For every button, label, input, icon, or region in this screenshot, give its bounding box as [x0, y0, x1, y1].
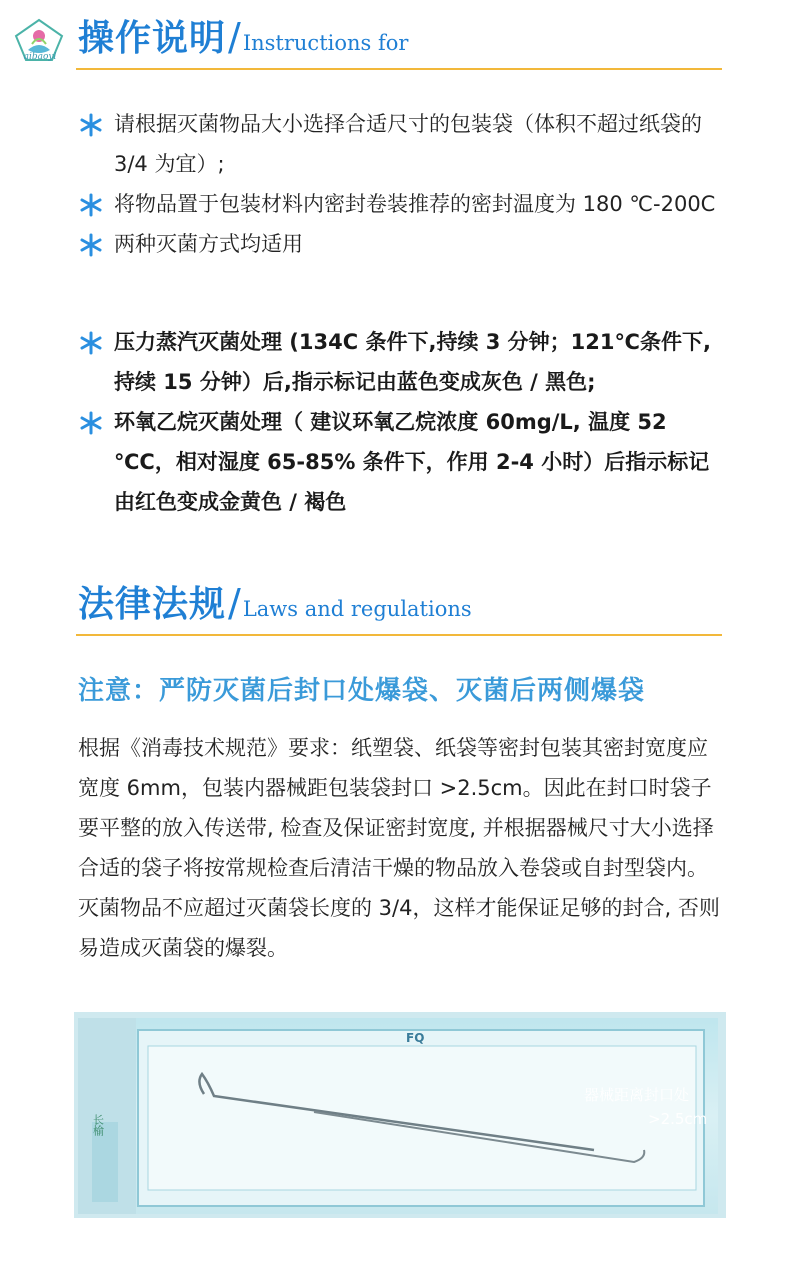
bullet-snowflake-icon	[78, 192, 104, 218]
section-divider	[76, 634, 722, 636]
title-slash: /	[228, 15, 241, 59]
sterilization-pouch-image	[74, 1012, 726, 1218]
sterilization-list	[78, 322, 728, 522]
sterilization-text: 环氧乙烷灭菌处理（ 建议环氧乙烷浓度 60mg/L, 温度 52 ℃C，相对湿度 65-85% 条件下，作用 2-4 小时）后指示标记由红色变成金黄色 / 褐色	[114, 410, 710, 514]
pouch-annotation-line2: >2.5cm	[648, 1110, 708, 1128]
bullet-snowflake-icon	[78, 112, 104, 138]
list-item	[78, 224, 728, 264]
pouch-annotation-line1: 器械距离封口处	[584, 1086, 690, 1104]
logo-icon	[12, 16, 66, 72]
section-header-laws	[78, 576, 472, 627]
logo-text: aibaoyl	[23, 52, 57, 62]
section-divider	[76, 68, 722, 70]
bullet-snowflake-icon	[78, 232, 104, 258]
section-header-instructions	[78, 10, 408, 61]
title-slash: /	[228, 581, 241, 625]
instruction-text: 两种灭菌方式均适用	[114, 232, 303, 256]
bullet-snowflake-icon	[78, 330, 104, 356]
instructions-list	[78, 104, 728, 264]
sterilization-text: 压力蒸汽灭菌处理 (134C 条件下,持续 3 分钟；121℃条件下,持续 15 分钟）后,指示标记由蓝色变成灰色 / 黑色;	[114, 330, 711, 394]
notice-heading: 注意：严防灭菌后封口处爆袋、灭菌后两侧爆袋	[78, 676, 646, 706]
section-title-zh: 法律法规	[78, 584, 227, 625]
list-item	[78, 322, 728, 402]
pouch-side-text: 长榆	[91, 1114, 105, 1136]
section-title-en: Instructions for	[242, 31, 409, 55]
section-title-en: Laws and regulations	[242, 597, 472, 621]
list-item	[78, 104, 728, 184]
pouch-brand: FQ	[406, 1031, 425, 1045]
bullet-snowflake-icon	[78, 410, 104, 436]
regulation-paragraph: 根据《消毒技术规范》要求：纸塑袋、纸袋等密封包装其密封宽度应宽度 6mm，包装内器械距包装袋封口 >2.5cm。因此在封口时袋子要平整的放入传送带, 检查及保证密封宽度, 并根据器械尺寸大小选择合适的袋子将按常规检查后清洁干燥的物品放入卷袋或自封型袋内。灭菌物品不应超过灭菌袋长度的 3/4，这样才能保证足够的封合, 否则易造成灭菌袋的爆裂。	[78, 736, 720, 960]
list-item	[78, 184, 728, 224]
instruction-text: 将物品置于包装材料内密封卷装推荐的密封温度为 180 ℃-200C	[114, 192, 716, 216]
list-item	[78, 402, 728, 522]
section-title-zh: 操作说明	[78, 18, 227, 59]
instruction-text: 请根据灭菌物品大小选择合适尺寸的包装袋（体积不超过纸袋的 3/4 为宜）;	[114, 112, 702, 176]
